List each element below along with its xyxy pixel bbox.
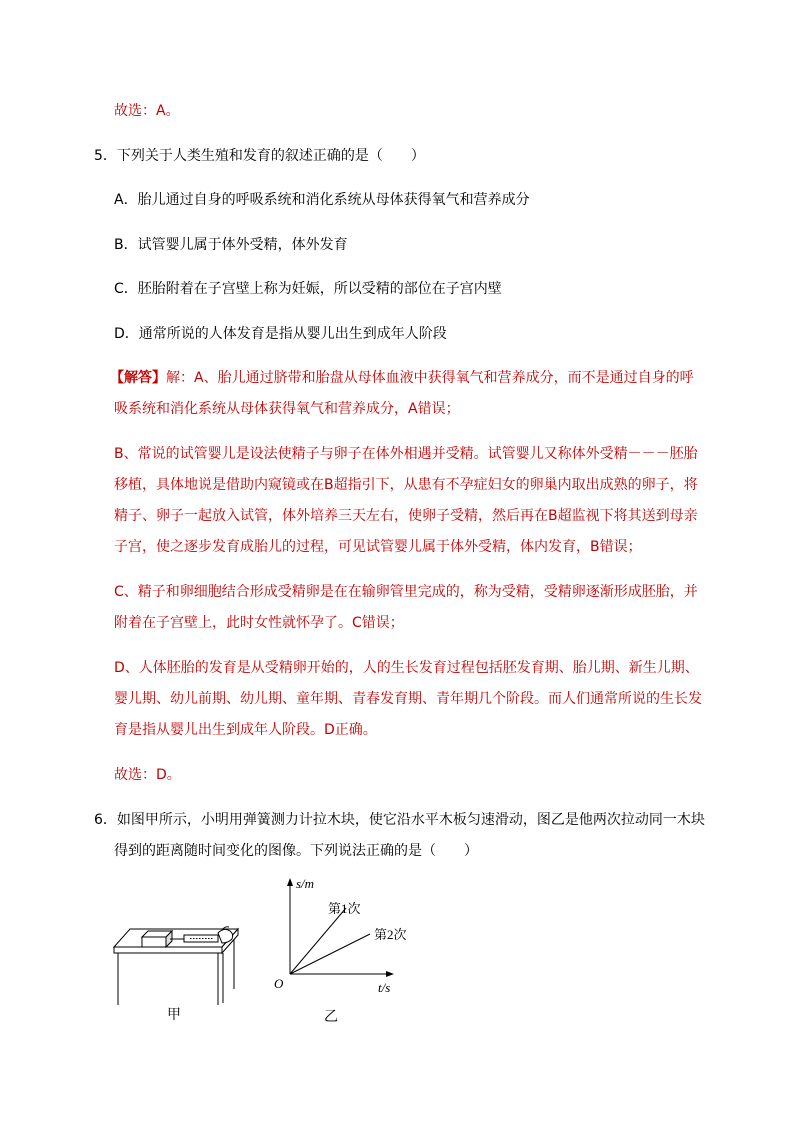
solution-line: 子宫，使之逐步发育成胎儿的过程，可见试管婴儿属于体外受精，体内发育，B错误； — [114, 539, 642, 555]
q5-answer: 故选：D。 — [114, 767, 181, 783]
solution-tag: 【解答】 — [110, 370, 166, 386]
q5-option-b: B．试管婴儿属于体外受精，体外发育 — [114, 237, 348, 253]
solution-line: 婴儿期、幼儿前期、幼儿期、童年期、青春发育期、青年期几个阶段。而人们通常所说的生长发 — [114, 691, 702, 707]
figure-jia-caption: 甲 — [167, 1007, 181, 1023]
line-first-run — [290, 908, 346, 974]
q6-stem-line-2: 得到的距离随时间变化的图像。下列说法正确的是（ ） — [114, 843, 478, 859]
solution-line: 附着在子宫壁上，此时女性就怀孕了。C错误； — [114, 615, 404, 631]
line2-label: 第2次 — [374, 927, 407, 942]
figure-yi-graph — [270, 870, 410, 1000]
figure-jia-illustration — [110, 915, 250, 1010]
solution-line: 解：A、胎儿通过脐带和胎盘从母体血液中获得氧气和营养成分，而不是通过自身的呼 — [166, 370, 694, 386]
q5-option-d: D．通常所说的人体发育是指从婴儿出生到成年人阶段 — [114, 326, 447, 342]
solution-line: C、精子和卵细胞结合形成受精卵是在在输卵管里完成的，称为受精，受精卵逐渐形成胚胎，并 — [114, 584, 698, 600]
x-axis-label: t/s — [378, 980, 391, 995]
q6-stem-line-1: 6．如图甲所示，小明用弹簧测力计拉木块，使它沿水平木板匀速滑动，图乙是他两次拉动同一木块 — [94, 812, 705, 828]
solution-line: 吸系统和消化系统从母体获得氧气和营养成分，A错误； — [114, 401, 460, 417]
q5-stem: 5．下列关于人类生殖和发育的叙述正确的是（ ） — [94, 148, 425, 164]
origin-label: O — [274, 976, 284, 991]
solution-line: 精子、卵子一起放入试管，体外培养三天左右，使卵子受精，然后再在B超监视下将其送到母亲 — [114, 508, 698, 524]
solution-line: B、常说的试管婴儿是设法使精子与卵子在体外相遇并受精。试管婴儿又称体外受精－－－胚胎 — [114, 446, 698, 462]
y-axis-arrow-icon — [287, 878, 293, 886]
solution-line: 移植，具体地说是借助内窥镜或在B超指引下，从患有不孕症妇女的卵巢内取出成熟的卵子，将 — [114, 477, 698, 493]
solution-line: 育是指从婴儿出生到成年人阶段。D正确。 — [114, 722, 377, 738]
prev-answer: 故选：A。 — [114, 103, 180, 119]
line1-label: 第1次 — [328, 901, 361, 916]
line-second-run — [290, 934, 370, 974]
q5-option-a: A．胎儿通过自身的呼吸系统和消化系统从母体获得氧气和营养成分 — [114, 192, 530, 208]
y-axis-label: s/m — [296, 876, 315, 891]
solution-line: D、人体胚胎的发育是从受精卵开始的，人的生长发育过程包括胚发育期、胎儿期、新生儿期、 — [114, 660, 699, 676]
q5-option-c: C．胚胎附着在子宫壁上称为妊娠，所以受精的部位在子宫内壁 — [114, 281, 502, 297]
x-axis-arrow-icon — [386, 971, 394, 977]
figure-yi-caption: 乙 — [324, 1009, 338, 1025]
